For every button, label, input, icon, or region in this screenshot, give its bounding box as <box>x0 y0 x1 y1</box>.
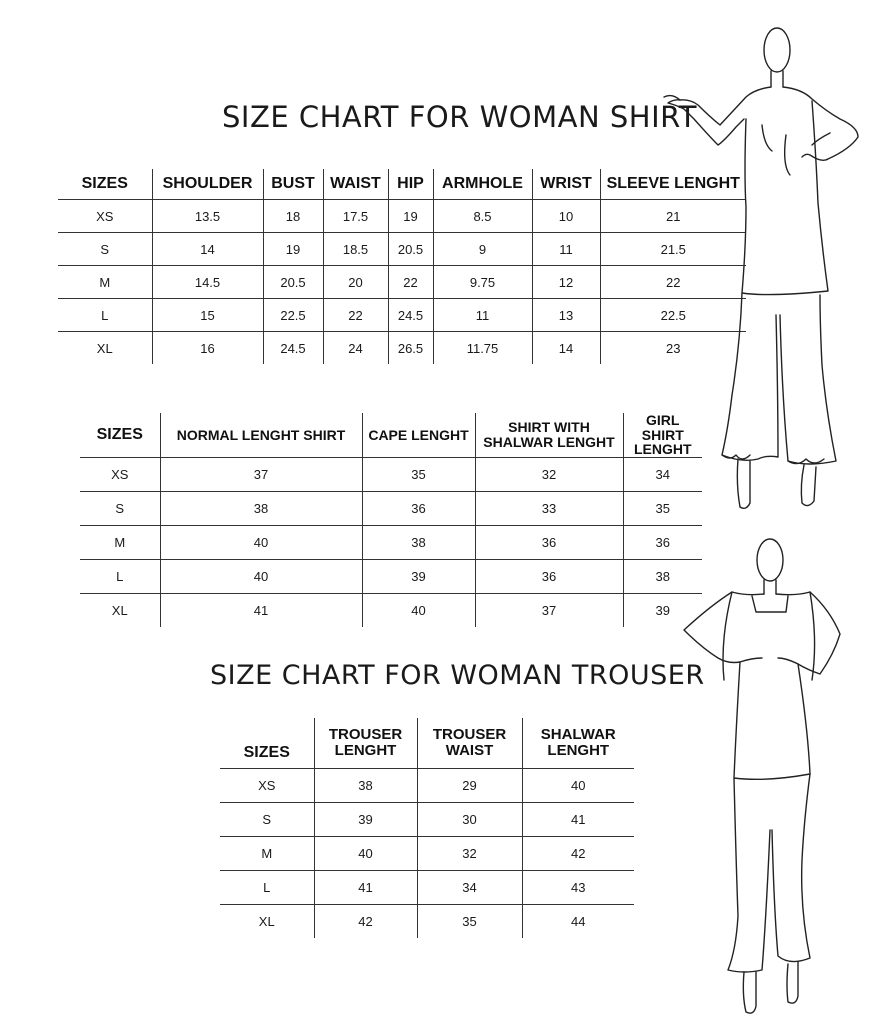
measurement-cell: 40 <box>160 560 362 594</box>
table-row <box>220 837 634 871</box>
measurement-cell: 18.5 <box>323 233 388 266</box>
table-row <box>220 905 634 939</box>
table-header-row <box>80 413 702 458</box>
measurement-cell: 35 <box>362 458 475 492</box>
measurement-cell: 13 <box>532 299 600 332</box>
size-label-cell: XS <box>80 458 160 492</box>
measurement-cell: 40 <box>362 594 475 628</box>
measurement-cell: 42 <box>522 837 634 871</box>
table-row <box>80 560 702 594</box>
table-row <box>58 299 746 332</box>
measurement-cell: 21.5 <box>600 233 746 266</box>
measurement-cell: 36 <box>362 492 475 526</box>
size-label-cell: XS <box>58 200 152 233</box>
measurement-cell: 22.5 <box>600 299 746 332</box>
size-label-cell: M <box>80 526 160 560</box>
measurement-cell: 36 <box>623 526 702 560</box>
measurement-cell: 23 <box>600 332 746 365</box>
size-label-cell: XL <box>220 905 314 939</box>
column-header: TROUSER WAIST <box>417 718 522 769</box>
column-header: SIZES <box>243 744 290 762</box>
column-header: ARMHOLE <box>433 169 532 200</box>
measurement-cell: 19 <box>388 200 433 233</box>
size-label-cell: M <box>58 266 152 299</box>
measurement-cell: 39 <box>623 594 702 628</box>
measurement-cell: 20 <box>323 266 388 299</box>
size-label-cell: L <box>220 871 314 905</box>
measurement-cell: 41 <box>160 594 362 628</box>
column-header: SLEEVE LENGHT <box>600 169 746 200</box>
size-label-cell: M <box>220 837 314 871</box>
table-row <box>58 332 746 365</box>
woman-figure-illustration <box>670 530 874 1020</box>
measurement-cell: 40 <box>522 769 634 803</box>
measurement-cell: 20.5 <box>263 266 323 299</box>
size-label-cell: XL <box>58 332 152 365</box>
measurement-cell: 34 <box>623 458 702 492</box>
measurement-cell: 18 <box>263 200 323 233</box>
column-header: SHOULDER <box>152 169 263 200</box>
measurement-cell: 38 <box>623 560 702 594</box>
measurement-cell: 36 <box>475 560 623 594</box>
measurement-cell: 20.5 <box>388 233 433 266</box>
table-row <box>80 594 702 628</box>
column-header: CAPE LENGHT <box>362 413 475 458</box>
measurement-cell: 15 <box>152 299 263 332</box>
table-row <box>80 492 702 526</box>
measurement-cell: 37 <box>475 594 623 628</box>
measurement-cell: 35 <box>623 492 702 526</box>
measurement-cell: 22 <box>388 266 433 299</box>
column-header: BUST <box>263 169 323 200</box>
measurement-cell: 26.5 <box>388 332 433 365</box>
measurement-cell: 34 <box>417 871 522 905</box>
size-label-cell: L <box>58 299 152 332</box>
table-row <box>220 871 634 905</box>
table-row <box>58 266 746 299</box>
size-label-cell: L <box>80 560 160 594</box>
measurement-cell: 11 <box>532 233 600 266</box>
trouser-chart-title: SIZE CHART FOR WOMAN TROUSER <box>210 660 705 691</box>
measurement-cell: 9.75 <box>433 266 532 299</box>
measurement-cell: 37 <box>160 458 362 492</box>
measurement-cell: 11 <box>433 299 532 332</box>
column-header: WAIST <box>323 169 388 200</box>
trouser-size-table <box>220 718 634 938</box>
measurement-cell: 36 <box>475 526 623 560</box>
measurement-cell: 38 <box>314 769 417 803</box>
measurement-cell: 24.5 <box>388 299 433 332</box>
measurement-cell: 44 <box>522 905 634 939</box>
table-row <box>220 769 634 803</box>
measurement-cell: 8.5 <box>433 200 532 233</box>
measurement-cell: 39 <box>362 560 475 594</box>
shirt-size-table <box>58 169 746 364</box>
woman-figure-illustration <box>650 15 874 515</box>
measurement-cell: 22.5 <box>263 299 323 332</box>
measurement-cell: 40 <box>160 526 362 560</box>
column-header: NORMAL LENGHT SHIRT <box>160 413 362 458</box>
measurement-cell: 43 <box>522 871 634 905</box>
measurement-cell: 42 <box>314 905 417 939</box>
measurement-cell: 22 <box>600 266 746 299</box>
measurement-cell: 11.75 <box>433 332 532 365</box>
column-header: WRIST <box>532 169 600 200</box>
measurement-cell: 22 <box>323 299 388 332</box>
measurement-cell: 21 <box>600 200 746 233</box>
measurement-cell: 13.5 <box>152 200 263 233</box>
measurement-cell: 35 <box>417 905 522 939</box>
measurement-cell: 17.5 <box>323 200 388 233</box>
size-label-cell: XL <box>80 594 160 628</box>
measurement-cell: 24 <box>323 332 388 365</box>
measurement-cell: 14 <box>532 332 600 365</box>
table-row <box>220 803 634 837</box>
table-row <box>80 526 702 560</box>
table-row <box>58 233 746 266</box>
measurement-cell: 39 <box>314 803 417 837</box>
measurement-cell: 10 <box>532 200 600 233</box>
measurement-cell: 32 <box>417 837 522 871</box>
column-header: GIRL SHIRT LENGHT <box>623 413 702 458</box>
measurement-cell: 38 <box>160 492 362 526</box>
measurement-cell: 30 <box>417 803 522 837</box>
measurement-cell: 9 <box>433 233 532 266</box>
measurement-cell: 14 <box>152 233 263 266</box>
table-header-row <box>58 169 746 200</box>
measurement-cell: 14.5 <box>152 266 263 299</box>
measurement-cell: 24.5 <box>263 332 323 365</box>
shirt-chart-title: SIZE CHART FOR WOMAN SHIRT <box>222 100 697 134</box>
column-header: SHALWAR LENGHT <box>522 718 634 769</box>
table-row <box>80 458 702 492</box>
column-header: SHIRT WITH SHALWAR LENGHT <box>475 413 623 458</box>
measurement-cell: 41 <box>522 803 634 837</box>
column-header: SIZES <box>96 425 143 443</box>
size-label-cell: S <box>220 803 314 837</box>
measurement-cell: 41 <box>314 871 417 905</box>
measurement-cell: 33 <box>475 492 623 526</box>
measurement-cell: 32 <box>475 458 623 492</box>
table-row <box>58 200 746 233</box>
size-label-cell: XS <box>220 769 314 803</box>
table-header-row <box>220 718 634 769</box>
column-header: HIP <box>388 169 433 200</box>
measurement-cell: 38 <box>362 526 475 560</box>
measurement-cell: 40 <box>314 837 417 871</box>
measurement-cell: 19 <box>263 233 323 266</box>
column-header: SIZES <box>81 174 128 192</box>
measurement-cell: 12 <box>532 266 600 299</box>
measurement-cell: 16 <box>152 332 263 365</box>
measurement-cell: 29 <box>417 769 522 803</box>
column-header: TROUSER LENGHT <box>314 718 417 769</box>
size-label-cell: S <box>58 233 152 266</box>
size-label-cell: S <box>80 492 160 526</box>
length-size-table <box>80 413 702 627</box>
